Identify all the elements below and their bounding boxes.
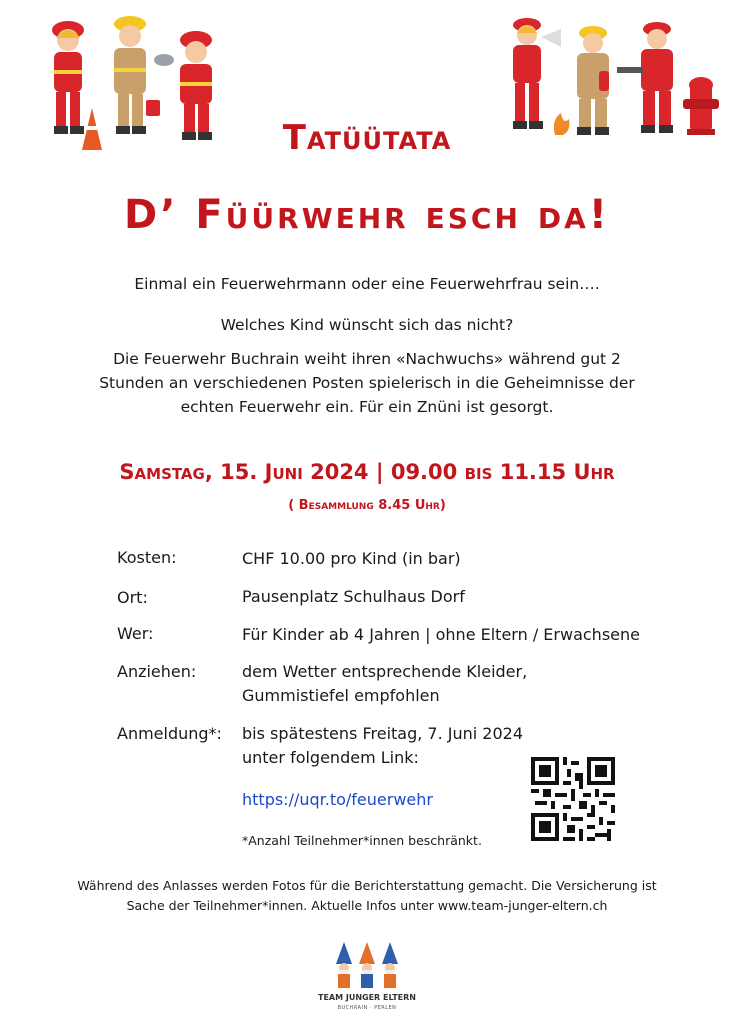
costs-value: CHF 10.00 pro Kind (in bar) [242, 549, 461, 568]
extinguisher-icon [599, 71, 609, 91]
logo-name: TEAM JUNGER ELTERN [317, 993, 417, 1002]
gnome-logo-icon [330, 940, 404, 992]
participants-note: *Anzahl Teilnehmer*innen beschränkt. [242, 833, 482, 848]
intro-line-2: Welches Kind wünscht sich das nicht? [220, 316, 514, 334]
wear-value [242, 660, 527, 708]
intro-paragraph-line: Die Feuerwehr Buchrain weiht ihren «Nachwuchs» während gut 2 [113, 350, 621, 368]
footer-line: Während des Anlasses werden Fotos für die Berichterstattung gemacht. Die Versicherung ist [77, 878, 657, 893]
signup-link[interactable]: https://uqr.to/feuerwehr [242, 790, 433, 809]
place-value: Pausenplatz Schulhaus Dorf [242, 587, 465, 606]
event-date: Samstag, 15. Juni 2024 | 09.00 bis 11.15 Uhr [119, 460, 615, 484]
wear-value-line: dem Wetter entsprechende Kleider, [242, 662, 528, 681]
intro-paragraph-line: Stunden an verschiedenen Posten spielerisch in die Geheimnisse der [99, 374, 635, 392]
wear-label: Anziehen: [117, 662, 197, 681]
who-value: Für Kinder ab 4 Jahren | ohne Eltern / Erwachsene [242, 625, 640, 644]
firefighter-kid-icon [617, 22, 673, 133]
place-label: Ort: [117, 588, 148, 607]
who-label: Wer: [117, 624, 154, 643]
qr-code[interactable] [531, 757, 615, 841]
assembly-time: ( Besammlung 8.45 Uhr) [288, 498, 446, 513]
poster-subtitle: D’ Füürwehr esch da! [124, 192, 610, 238]
signup-value [242, 722, 523, 770]
footer-note [40, 876, 694, 916]
megaphone-icon [541, 29, 561, 47]
signup-value-line: unter folgendem Link: [242, 748, 419, 767]
intro-paragraph-line: echten Feuerwehr ein. Für ein Znüni ist gesorgt. [180, 398, 554, 416]
firefighter-kid-icon [513, 18, 561, 129]
costs-label: Kosten: [117, 548, 177, 567]
signup-label: Anmeldung*: [117, 724, 222, 743]
logo-subtitle: BUCHRAIN · PERLEN [337, 1005, 397, 1011]
intro-paragraph [80, 347, 654, 419]
poster-title: Tatüütata [282, 118, 452, 158]
wear-value-line: Gummistiefel empfohlen [242, 686, 440, 705]
signup-value-line: bis spätestens Freitag, 7. Juni 2024 [242, 724, 524, 743]
firefighter-kid-icon [114, 16, 160, 134]
footer-line: Sache der Teilnehmer*innen. Aktuelle Infos unter www.team-junger-eltern.ch [126, 898, 608, 913]
intro-line-1: Einmal ein Feuerwehrmann oder eine Feuerwehrfrau sein…. [134, 275, 600, 293]
